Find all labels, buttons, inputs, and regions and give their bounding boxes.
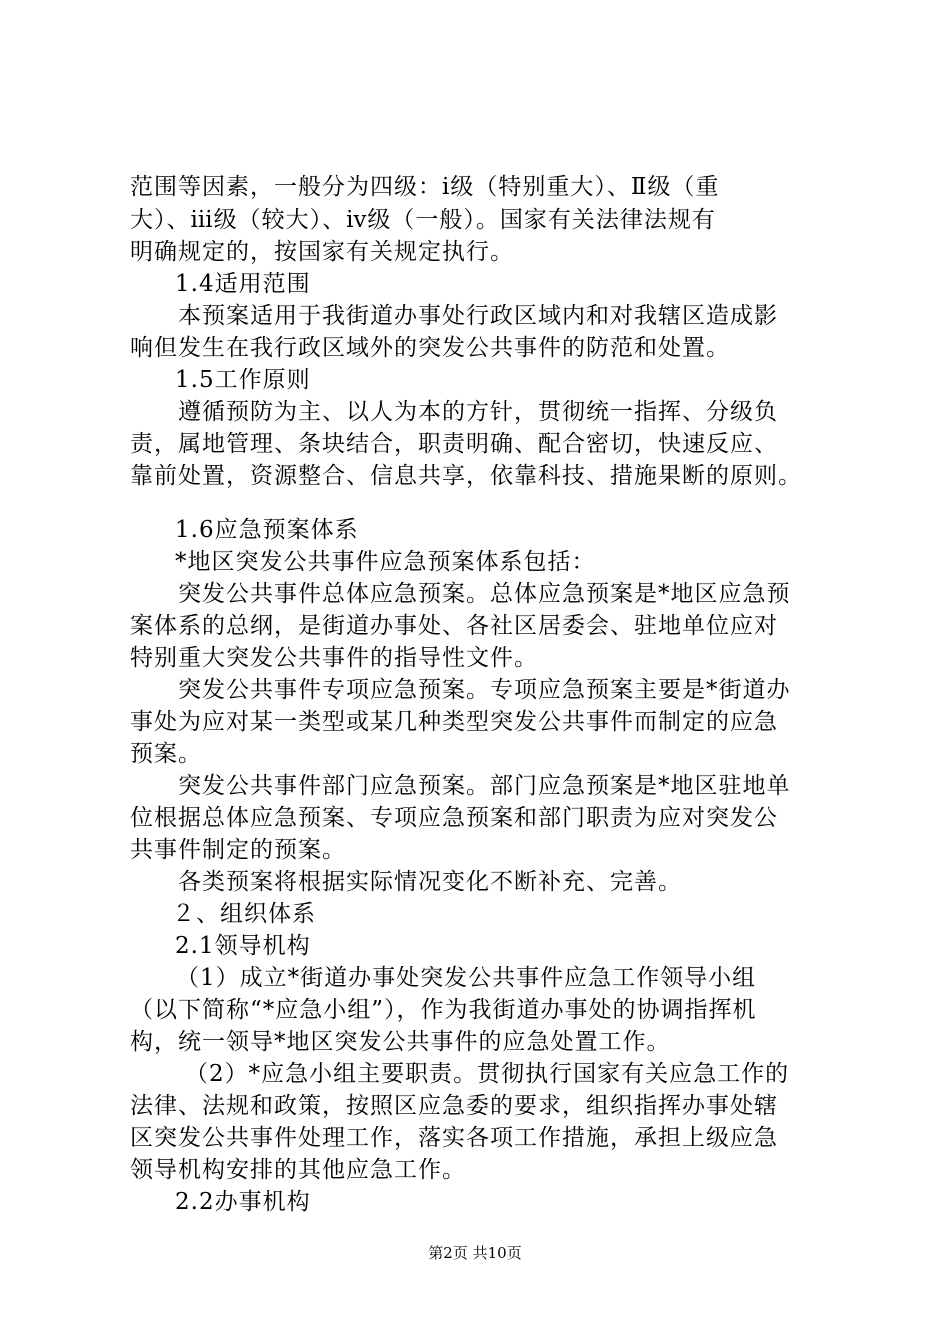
section-heading-2-2: 2.2办事机构	[175, 1189, 311, 1215]
text-line-18: 预案。	[130, 741, 202, 767]
text-line-6: 响但发生在我行政区域外的突发公共事件的防范和处置。	[130, 335, 730, 361]
section-heading-1-6: 1.6应急预案体系	[175, 517, 359, 543]
text-line-8: 遵循预防为主、以人为本的方针，贯彻统一指挥、分级负	[178, 399, 778, 425]
section-heading-2: ２、组织体系	[172, 901, 316, 927]
text-line-26: （以下简称“*应急小组”），作为我街道办事处的协调指挥机	[130, 997, 757, 1023]
text-line-9: 责，属地管理、条块结合，职责明确、配合密切，快速反应、	[130, 431, 778, 457]
section-heading-1-4: 1.4适用范围	[175, 271, 311, 297]
text-line-21: 共事件制定的预案。	[130, 837, 346, 863]
text-line-14: 案体系的总纲，是街道办事处、各社区居委会、驻地单位应对	[130, 613, 778, 639]
text-line-16: 突发公共事件专项应急预案。专项应急预案主要是*街道办	[178, 677, 791, 703]
text-line-2: 大）、ⅲ级（较大）、ⅳ级（一般）。国家有关法律法规有	[130, 207, 716, 233]
text-line-29: 法律、法规和政策，按照区应急委的要求，组织指挥办事处辖	[130, 1093, 778, 1119]
text-line-30: 区突发公共事件处理工作，落实各项工作措施，承担上级应急	[130, 1125, 778, 1151]
text-line-1: 范围等因素，一般分为四级：ⅰ级（特别重大）、Ⅱ级（重	[130, 174, 720, 200]
text-line-19: 突发公共事件部门应急预案。部门应急预案是*地区驻地单	[178, 773, 791, 799]
text-line-5: 本预案适用于我街道办事处行政区域内和对我辖区造成影	[178, 303, 778, 329]
text-line-3: 明确规定的，按国家有关规定执行。	[130, 239, 514, 265]
section-heading-1-5: 1.5工作原则	[175, 367, 311, 393]
text-line-31: 领导机构安排的其他应急工作。	[130, 1157, 466, 1183]
text-line-20: 位根据总体应急预案、专项应急预案和部门职责为应对突发公	[130, 805, 778, 831]
text-line-10: 靠前处置，资源整合、信息共享，依靠科技、措施果断的原则。	[130, 463, 802, 489]
text-line-22: 各类预案将根据实际情况变化不断补充、完善。	[178, 869, 682, 895]
text-line-12: *地区突发公共事件应急预案体系包括：	[175, 549, 596, 575]
section-heading-2-1: 2.1领导机构	[175, 933, 311, 959]
text-line-27: 构，统一领导*地区突发公共事件的应急处置工作。	[130, 1029, 671, 1055]
text-line-25: （1）成立*街道办事处突发公共事件应急工作领导小组	[176, 965, 757, 991]
text-line-15: 特别重大突发公共事件的指导性文件。	[130, 645, 538, 671]
page-number-footer: 第2页 共10页	[428, 1244, 522, 1262]
text-line-13: 突发公共事件总体应急预案。总体应急预案是*地区应急预	[178, 581, 791, 607]
text-line-17: 事处为应对某一类型或某几种类型突发公共事件而制定的应急	[130, 709, 778, 735]
text-line-28: （2）*应急小组主要职责。贯彻执行国家有关应急工作的	[185, 1061, 790, 1087]
